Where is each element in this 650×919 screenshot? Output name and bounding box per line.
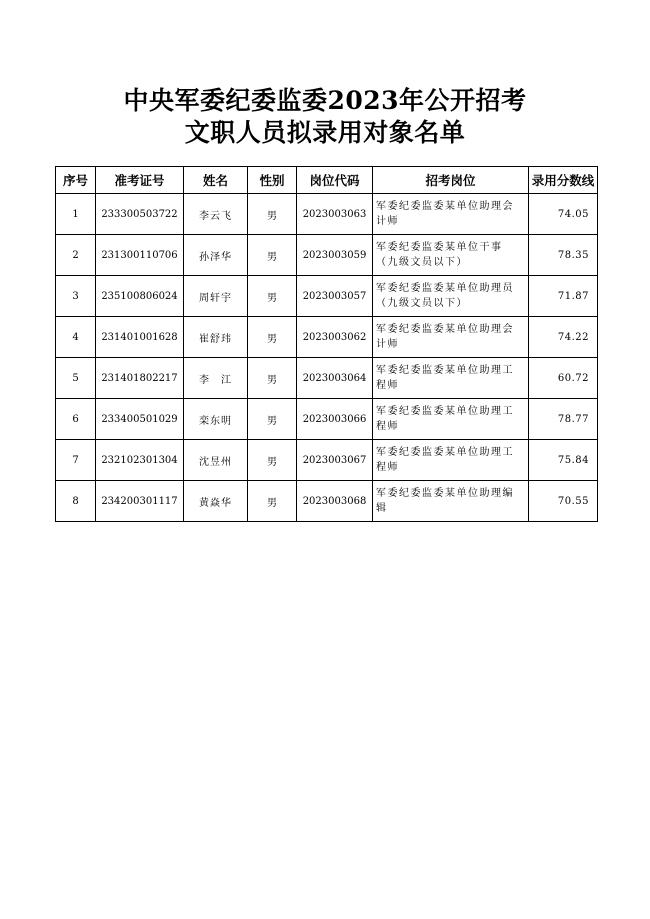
table-row [56,358,598,399]
cell-post: 军委纪委监委某单位助理工程师 [373,440,529,481]
table-row [56,317,598,358]
cell-no: 8 [56,481,96,522]
cell-name: 孙泽华 [184,235,248,276]
cell-post: 军委纪委监委某单位助理会计师 [373,194,529,235]
cell-score: 74.22 [529,317,598,358]
cell-gender: 男 [248,481,297,522]
header-post-code: 岗位代码 [297,167,373,194]
cell-score: 78.35 [529,235,598,276]
table-row [56,194,598,235]
cell-post-code: 2023003067 [297,440,373,481]
cell-post: 军委纪委监委某单位助理会计师 [373,317,529,358]
cell-post-code: 2023003068 [297,481,373,522]
cell-no: 7 [56,440,96,481]
cell-no: 1 [56,194,96,235]
cell-name: 李云飞 [184,194,248,235]
cell-no: 5 [56,358,96,399]
cell-no: 3 [56,276,96,317]
cell-score: 78.77 [529,399,598,440]
cell-name: 栾东明 [184,399,248,440]
cell-no: 6 [56,399,96,440]
page-title-line1: 中央军委纪委监委2023年公开招考 [123,86,527,115]
cell-gender: 男 [248,440,297,481]
cell-exam-id: 232102301304 [96,440,184,481]
cell-post: 军委纪委监委某单位助理工程师 [373,358,529,399]
cell-score: 70.55 [529,481,598,522]
header-gender: 性别 [248,167,297,194]
cell-score: 75.84 [529,440,598,481]
table-row [56,440,598,481]
cell-name: 周轩宇 [184,276,248,317]
cell-exam-id: 231401802217 [96,358,184,399]
header-post: 招考岗位 [373,167,529,194]
header-no: 序号 [56,167,96,194]
cell-post: 军委纪委监委某单位干事（九级文员以下） [373,235,529,276]
cell-gender: 男 [248,194,297,235]
cell-no: 4 [56,317,96,358]
header-score: 录用分数线 [529,167,598,194]
cell-name: 崔舒玮 [184,317,248,358]
page-title-line2: 文职人员拟录用对象名单 [184,118,466,147]
cell-score: 71.87 [529,276,598,317]
table-row [56,235,598,276]
cell-post: 军委纪委监委某单位助理工程师 [373,399,529,440]
cell-post: 军委纪委监委某单位助理员（九级文员以下） [373,276,529,317]
cell-gender: 男 [248,235,297,276]
table-row [56,276,598,317]
cell-exam-id: 233300503722 [96,194,184,235]
cell-post: 军委纪委监委某单位助理编辑 [373,481,529,522]
cell-gender: 男 [248,276,297,317]
cell-name: 沈昱州 [184,440,248,481]
cell-no: 2 [56,235,96,276]
cell-post-code: 2023003057 [297,276,373,317]
cell-name: 黄焱华 [184,481,248,522]
cell-post-code: 2023003066 [297,399,373,440]
cell-post-code: 2023003062 [297,317,373,358]
cell-score: 60.72 [529,358,598,399]
cell-score: 74.05 [529,194,598,235]
cell-name: 李 江 [184,358,248,399]
cell-gender: 男 [248,399,297,440]
cell-exam-id: 233400501029 [96,399,184,440]
header-name: 姓名 [184,167,248,194]
cell-post-code: 2023003063 [297,194,373,235]
candidate-table [55,166,598,522]
cell-post-code: 2023003059 [297,235,373,276]
table-row [56,399,598,440]
table-header-row [56,167,598,194]
cell-gender: 男 [248,317,297,358]
cell-exam-id: 235100806024 [96,276,184,317]
header-exam-id: 准考证号 [96,167,184,194]
cell-exam-id: 231401001628 [96,317,184,358]
cell-exam-id: 234200301117 [96,481,184,522]
cell-post-code: 2023003064 [297,358,373,399]
cell-exam-id: 231300110706 [96,235,184,276]
cell-gender: 男 [248,358,297,399]
table-row [56,481,598,522]
